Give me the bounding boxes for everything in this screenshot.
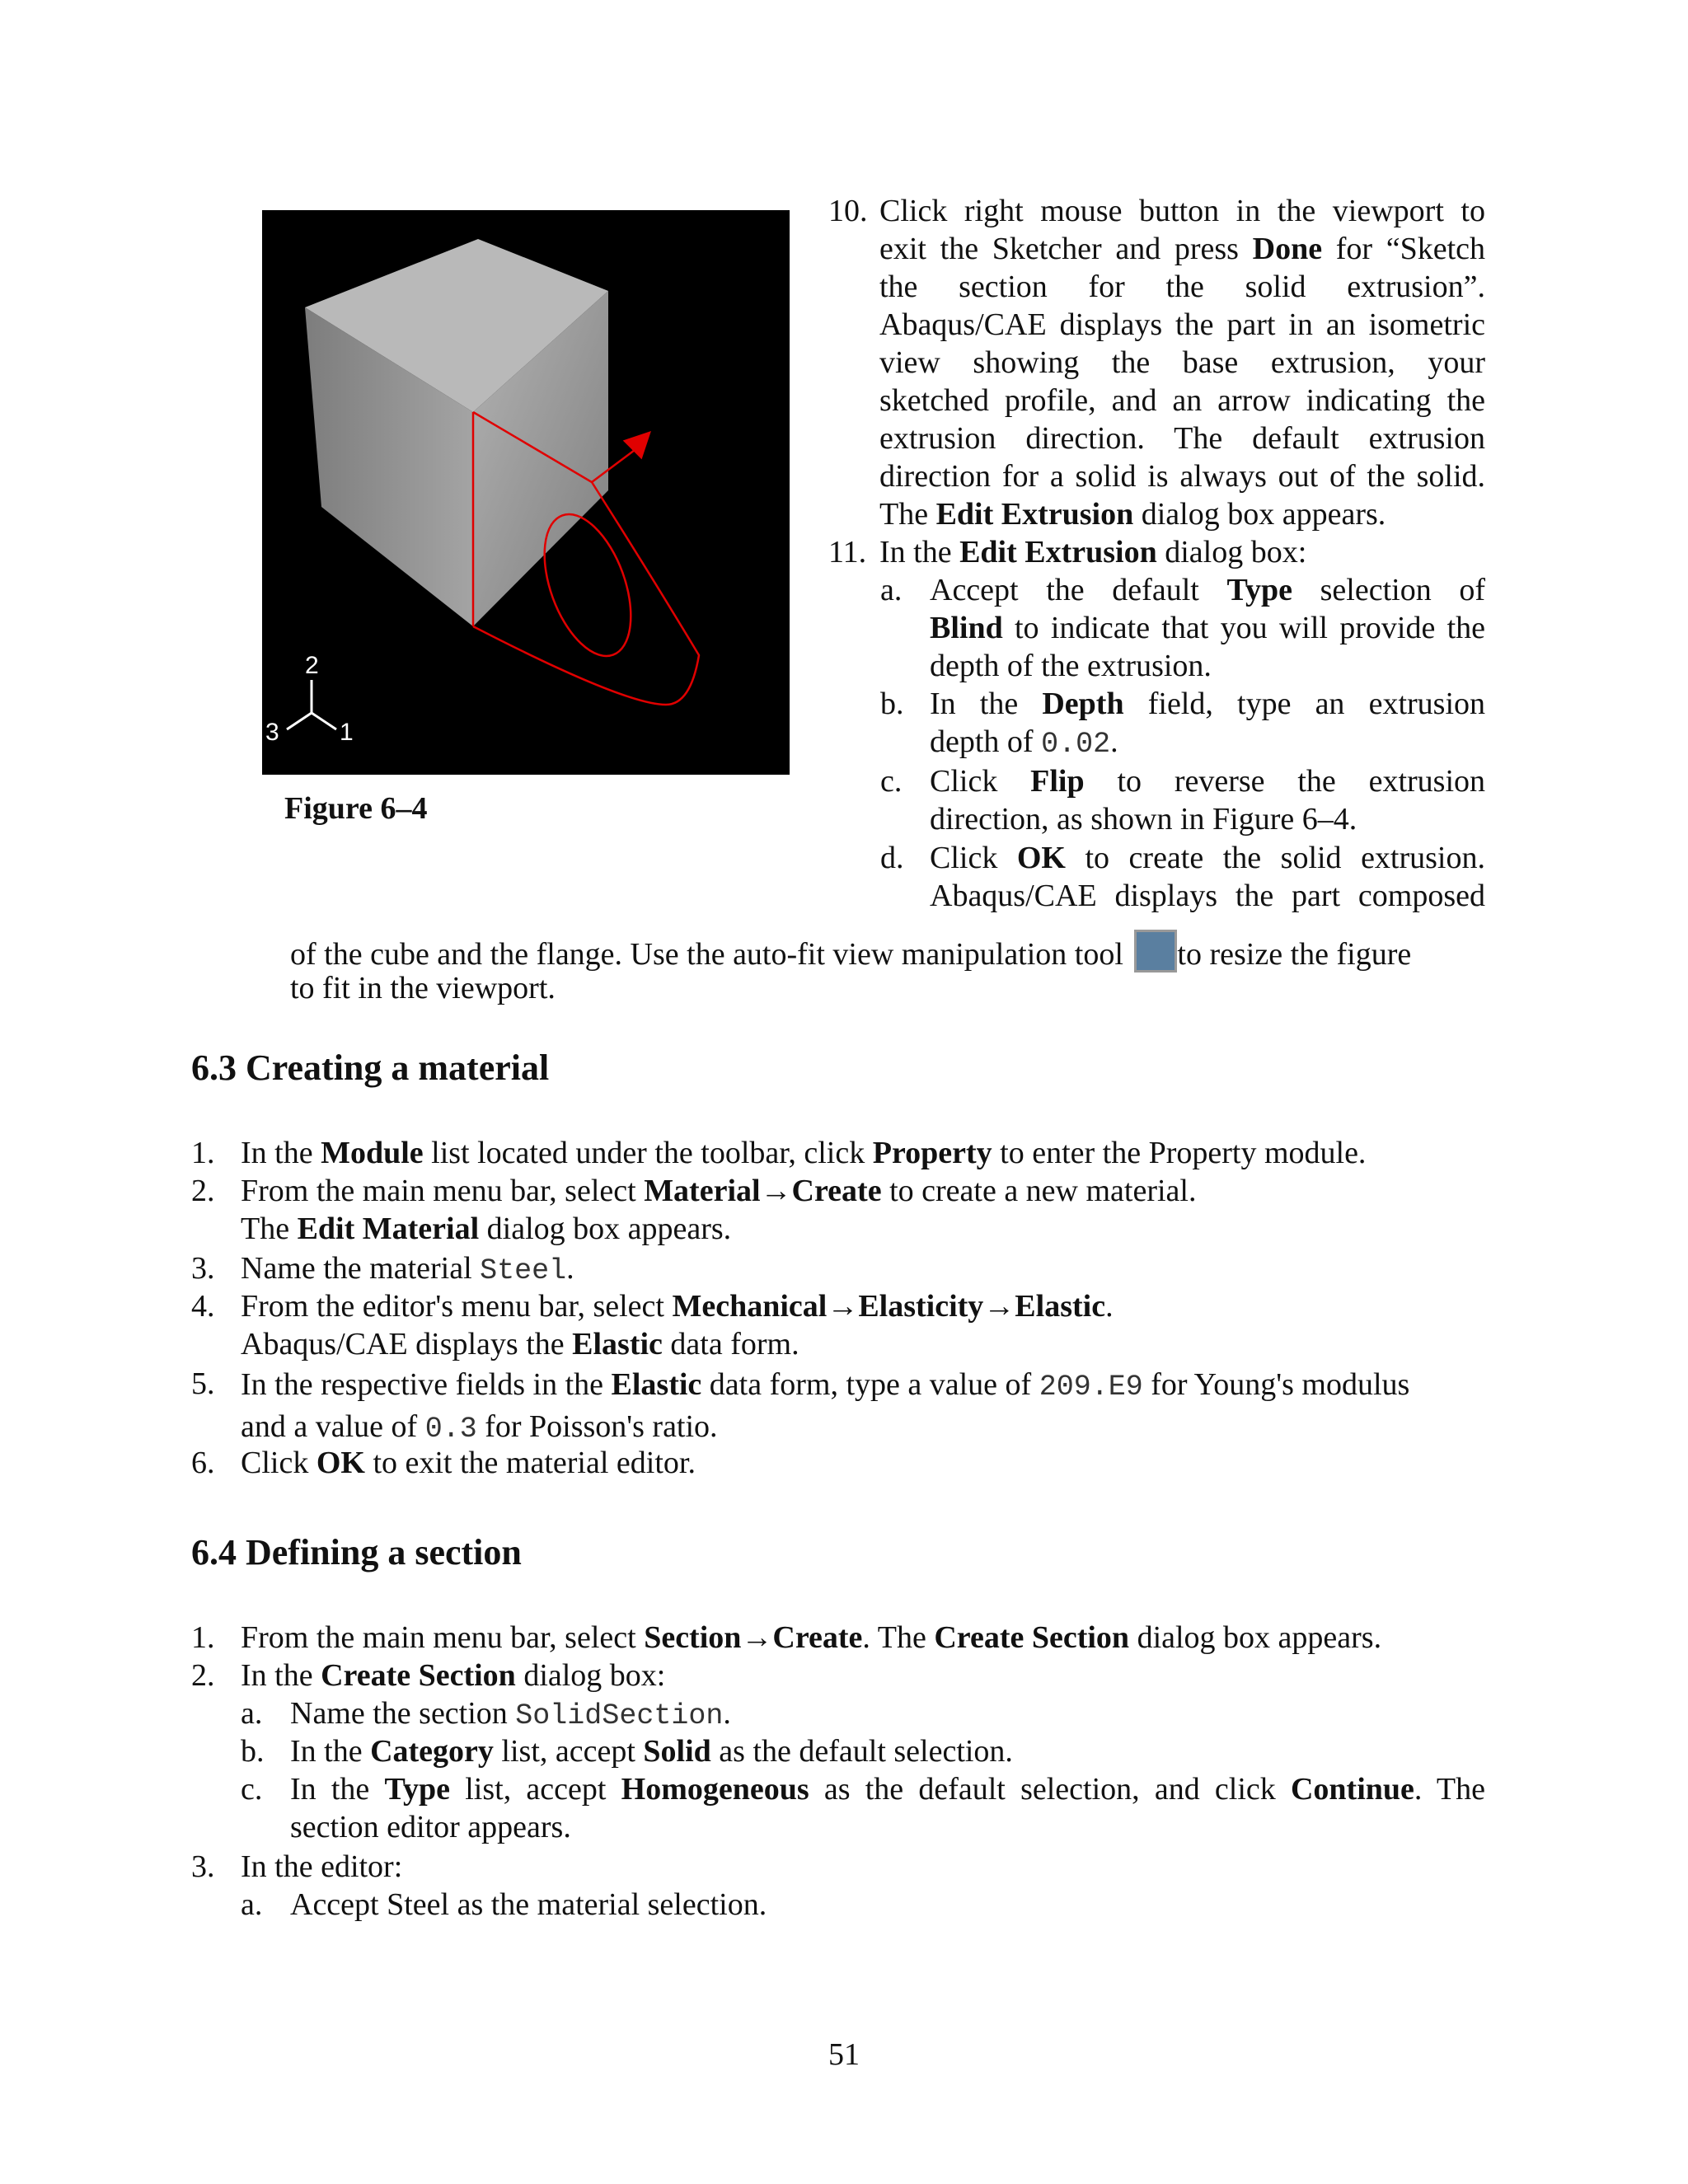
continuation-line-1: of the cube and the flange. Use the auto-fit view manipulation tool to resize the figure: [290, 930, 1485, 973]
list-item: Name the material Steel.: [241, 1251, 574, 1287]
list-number: 1.: [191, 1620, 215, 1655]
axis-label-1: 1: [340, 719, 354, 746]
step-11c-text: Click Flip to reverse the extrusion direction, as shown in Figure 6–4.: [930, 764, 1486, 837]
axis-triad-icon: [287, 680, 336, 729]
step-11b-text: In the Depth field, type an extrusion depth of 0.02.: [930, 687, 1485, 761]
sublist-label: a.: [241, 1887, 263, 1922]
list-item: From the main menu bar, select Section→Create. The Create Section dialog box appears.: [241, 1620, 1382, 1655]
step-11d-text: Click OK to create the solid extrusion. Abaqus/CAE displays the part composed: [930, 841, 1485, 913]
page-number: 51: [828, 2037, 860, 2072]
step-11-number: 11.: [828, 535, 867, 569]
sublist-item: In the Category list, accept Solid as the default selection.: [290, 1734, 1013, 1769]
sublist-item: Accept Steel as the material selection.: [290, 1887, 767, 1922]
cube-extrusion-illustration: [262, 210, 790, 775]
list-number: 4.: [191, 1289, 215, 1324]
step-11-intro: In the Edit Extrusion dialog box:: [879, 535, 1307, 569]
section-6-4-heading: 6.4 Defining a section: [191, 1532, 522, 1572]
list-number: 3.: [191, 1849, 215, 1884]
list-item: In the Module list located under the toolbar, click Property to enter the Property module.: [241, 1136, 1367, 1170]
continuation-line-2: to fit in the viewport.: [290, 971, 556, 1005]
list-number: 6.: [191, 1446, 215, 1480]
list-item: In the respective fields in the Elastic data form, type a value of 209.E9 for Young's modulus and a value of 0.3 for Poisson's ratio.: [241, 1367, 1410, 1446]
step-11c-label: c.: [880, 764, 903, 799]
axis-label-3: 3: [265, 719, 279, 746]
auto-fit-icon: [1134, 930, 1177, 972]
step-10-text: Click right mouse button in the viewport to exit the Sketcher and press Done for “Sketch the section for the solid extrusion”. Abaqus/CAE displays the part in an isometric view showing the base extrusion, your sketched profile, and an arrow indicating the extrusion direction. The default extrusion direction for a solid is always out of the solid. The Edit Extrusion dialog box appears.: [879, 194, 1485, 532]
sublist-label: b.: [241, 1734, 265, 1769]
sublist-item: In the Type list, accept Homogeneous as the default selection, and click Continue. The section editor appears.: [290, 1772, 1486, 1844]
list-item: From the main menu bar, select Material→Create to create a new material. The Edit Material dialog box appears.: [241, 1174, 1197, 1246]
list-number: 2.: [191, 1658, 215, 1693]
section-6-3-heading: 6.3 Creating a material: [191, 1047, 550, 1088]
list-item: Click OK to exit the material editor.: [241, 1446, 696, 1480]
figure-6-4-image: [262, 210, 790, 775]
axis-label-2: 2: [305, 652, 319, 679]
list-number: 2.: [191, 1174, 215, 1208]
list-item: From the editor's menu bar, select Mechanical→Elasticity→Elastic. Abaqus/CAE displays the Elastic data form.: [241, 1289, 1114, 1361]
sublist-label: c.: [241, 1772, 263, 1807]
list-number: 3.: [191, 1251, 215, 1286]
list-item: In the Create Section dialog box:: [241, 1658, 666, 1693]
step-11a-label: a.: [880, 573, 903, 607]
list-item: In the editor:: [241, 1849, 403, 1884]
sublist-item: Name the section SolidSection.: [290, 1696, 731, 1732]
list-number: 5.: [191, 1366, 215, 1401]
list-number: 1.: [191, 1136, 215, 1170]
step-11b-label: b.: [880, 687, 904, 721]
step-11d-label: d.: [880, 841, 904, 875]
step-10-number: 10.: [828, 194, 868, 228]
figure-caption: Figure 6–4: [284, 791, 428, 826]
step-11a-text: Accept the default Type selection of Blind to indicate that you will provide the depth of the extrusion.: [930, 573, 1486, 683]
sublist-label: a.: [241, 1696, 263, 1731]
